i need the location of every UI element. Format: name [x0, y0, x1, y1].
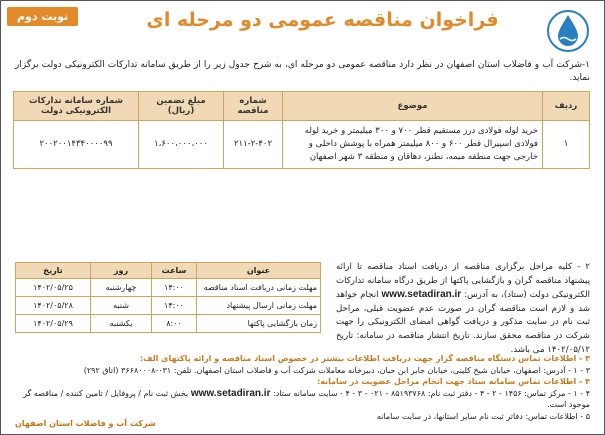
procedure-text-1: ۲ - کلیه مراحل برگزاری مناقصه از دریافت اسناد مناقصه تا ارائه پیشنهاد مناقصه گران و بازگشایی پاکتها از طریق درگاه سامانه تدارکات الکترونیکی دولت (ستاد)، به آدرس: [336, 262, 591, 301]
water-company-logo-icon [546, 9, 590, 53]
sched-day: یکشنبه [91, 315, 152, 333]
page-title: فراخوان مناقصه عمومی دو مرحله ای [146, 9, 499, 31]
setad-contacts-text-2: بخش ثبت نام / پروفایل / تامین کننده / مناقصه گر موجود است. [23, 388, 590, 409]
col-system-no-header: شماره سامانه تدارکات الکترونیکی دولت [14, 92, 139, 121]
schedule-table [15, 262, 321, 333]
setadiran-link-2[interactable]: www.setadiran.ir [190, 387, 271, 399]
intro-paragraph: ۱-شرکت آب و فاضلاب استان اصفهان در نظر دارد مناقصه عمومی دو مرحله ای، به شرح جدول زیر را از طریق سامانه تدارکات الکترونیکی دولت برگزار نماید. [15, 60, 590, 83]
sched-day: چهارشنبه [91, 279, 152, 297]
second-notice-badge: نوبت دوم [7, 7, 78, 26]
row-subject: خرید لوله فولادی درز مستقیم قطر ۷۰۰ و ۳۰۰ میلیمتر و خرید لوله فولادی اسپیرال قطر ۶۰۰ و ۸۰۰ میلیمتر همراه با پوشش داخلی و خارجی جهت منطقه میمه، نطنز، دهاقان و منطقه ۳ شهر اصفهان [283, 121, 543, 169]
row-system-no: ۲۰۰۲۰۰۱۴۳۴۰۰۰۰۹۹ [14, 121, 139, 169]
sched-time: ۸:۰۰ [152, 315, 197, 333]
col-subject-header: موضوع [283, 92, 543, 121]
table-row [16, 279, 321, 297]
contact-info [15, 353, 590, 422]
footer-company: شرکت آب و فاضلاب استان اصفهان [15, 419, 156, 428]
setadiran-link[interactable]: www.setadiran.ir [381, 289, 462, 301]
table-row [16, 297, 321, 315]
row-guarantee: ۱،۶۰۰،۰۰۰،۰۰۰ [139, 121, 224, 169]
sched-day-header: روز [91, 263, 152, 279]
sched-date: ۱۴۰۲/۰۵/۲۹ [16, 315, 91, 333]
row-tender-no: ۲۱۱-۲-۴۰۲ [224, 121, 283, 169]
setad-contacts [15, 388, 590, 411]
contact-heading: ۳ - اطلاعات تماس دستگاه مناقصه گزار جهت دریافت اطلاعات بیشتر در خصوص اسناد مناقصه و ارائه پاکتهای الف: [139, 354, 590, 363]
table-row [16, 315, 321, 333]
sched-time-header: ساعت [152, 263, 197, 279]
sched-title-header: عنوان [197, 263, 321, 279]
procedure-text-2: انجام خواهد شد و لازم است مناقصه گران در صورت عدم عضویت قبلی، مراحل ثبت نام در سایت مذکور و دریافت گواهی امضای الکترونیکی را جهت شرکت در مناقصه محقق سازند. تاریخ انتشار مناقصه در سامانه: تاریخ ۱۴۰۲/۰۵/۱۲ می باشد. [336, 290, 590, 355]
tender-table [13, 91, 590, 169]
contact-address: ۳ - ۱ - آدرس: اصفهان، خیابان شیخ کلینی، خیابان جابر ابن حیان، دبیرخانه معاملات شرکت آب و فاضلاب استان اصفهان. تلفن: ۰۳۱-۳۶۶۸۰۰۰۸ (اتاق ۲۹۲) [83, 365, 590, 375]
setad-heading: ۴ - اطلاعات تماس سامانه ستاد جهت انجام مراحل عضویت در سامانه: [317, 377, 590, 386]
col-index-header: ردیف [543, 92, 590, 121]
provinces-line: ۵ - اطلاعات تماس: دفاتر ثبت نام سایر استانها، در سایت سامانه [376, 411, 590, 421]
sched-title: مهلت زمانی دریافت اسناد مناقصه [197, 279, 321, 297]
sched-date-header: تاریخ [16, 263, 91, 279]
sched-title: مهلت زمانی ارسال پیشنهاد [197, 297, 321, 315]
table-row [14, 121, 590, 169]
sched-date: ۱۴۰۲/۰۵/۲۸ [16, 297, 91, 315]
sched-time: ۱۴:۰۰ [152, 279, 197, 297]
sched-title: زمان بازگشایی پاکتها [197, 315, 321, 333]
sched-date: ۱۴۰۲/۰۵/۲۵ [16, 279, 91, 297]
sched-day: شنبه [91, 297, 152, 315]
col-tender-no-header: شماره مناقصه [224, 92, 283, 121]
procedure-paragraph [336, 261, 590, 357]
sched-time: ۱۴:۰۰ [152, 297, 197, 315]
col-guarantee-header: مبلغ تضمین (ریال) [139, 92, 224, 121]
row-index: ۱ [543, 121, 590, 169]
setad-contacts-text: ۴ - ۱ - مرکز تماس: ۱۴۵۶ - ۲ - ۴ - دفتر ثبت نام: ۸۵۱۹۳۷۶۸ - ۰۲۱ - ۳ - ۴ - سایت سامانه ستاد: [273, 388, 590, 398]
